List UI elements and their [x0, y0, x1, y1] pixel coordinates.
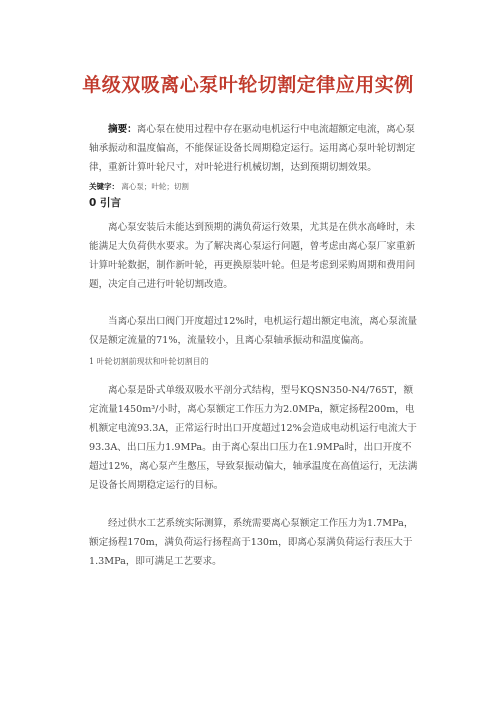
- keywords-line: [89, 181, 189, 192]
- abstract-text: 离心泵在使用过程中存在驱动电机运行中电流超额定电流，离心泵轴承振动和温度偏高，不能保证设备长周期稳定运行。运用离心泵叶轮切割定律，重新计算叶轮尺寸，对叶轮进行机械切割，达到预期切割效果。: [89, 124, 416, 173]
- section-0-heading: 0 引言: [89, 197, 121, 209]
- abstract-label: 摘要：: [108, 124, 137, 135]
- keywords-label: 关键字：: [89, 182, 119, 191]
- section-1-paragraph-2: 经过供水工艺系统实际测算，系统需要离心泵额定工作压力为1.7MPa，额定扬程170m，满负荷运行扬程高于130m，即离心泵满负荷运行表压大于1.3MPa，即可满足工艺要求。: [89, 518, 414, 567]
- document-title: 单级双吸离心泵叶轮切割定律应用实例: [82, 74, 414, 96]
- intro-paragraph-2: 当离心泵出口阀门开度超过12%时，电机运行超出额定电流，离心泵流量仅是额定流量的71%，流量较小，且离心泵轴承振动和温度偏高。: [89, 316, 418, 346]
- keywords-text: 离心泵；叶轮；切割: [121, 182, 189, 191]
- section-1-heading: 1 叶轮切割前现状和叶轮切割目的: [89, 357, 209, 366]
- abstract-paragraph: [89, 120, 419, 177]
- section-1-paragraph-1: 离心泵是卧式单级双吸水平剖分式结构，型号KQSN350-N4/765T，额定流量1450m³/小时，离心泵额定工作压力为2.0MPa，额定扬程200m，电机额定电流93.3A，正常运行时出口开度超过12%会造成电动机运行电流大于93.3A、出口压力1.9MPa。由于离心泵出口压力在1.9MPa时，出口开度不超过12%，离心泵产生憋压，导致泵振动偏大，轴承温度在高值运行，无法满足设备长周期稳定运行的目标。: [89, 385, 418, 491]
- intro-paragraph-1: 离心泵安装后未能达到预期的满负荷运行效果，尤其是在供水高峰时，未能满足大负荷供水要求。为了解决离心泵运行问题，曾考虑由离心泵厂家重新计算叶轮数据，制作新叶轮，再更换原装叶轮。但是考虑到采购周期和费用问题，决定自己进行叶轮切割改造。: [89, 222, 416, 290]
